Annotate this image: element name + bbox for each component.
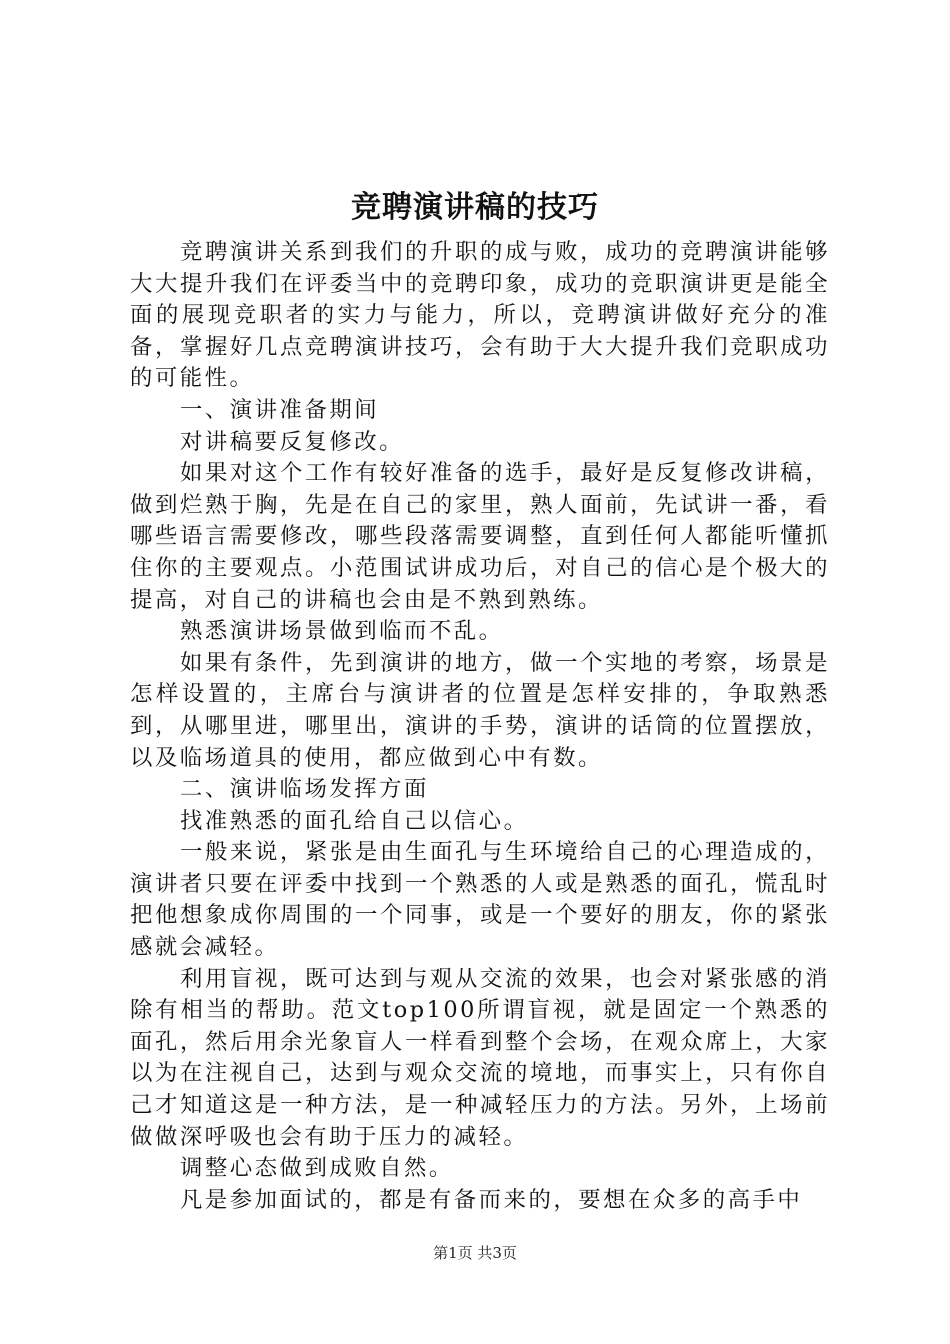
paragraph-blind-gaze: 利用盲视，既可达到与观从交流的效果，也会对紧张感的消除有相当的帮助。范文top100所谓盲视，就是固定一个熟悉的面孔，然后用余光象盲人一样看到整个会场，在观众席上，大家以为在注视自己，达到与观众交流的境地，而事实上，只有你自己才知道这是一种方法，是一种减轻压力的方法。另外，上场前做做深呼吸也会有助于压力的减轻。 — [130, 965, 830, 1150]
document-body — [130, 237, 830, 1216]
section-heading-on-stage: 二、演讲临场发挥方面 — [180, 776, 429, 803]
subheading-familiar-face: 找准熟悉的面孔给自己以信心。 — [180, 807, 529, 834]
subheading-familiar-venue: 熟悉演讲场景做到临而不乱。 — [180, 618, 504, 645]
paragraph-familiar-venue: 如果有条件，先到演讲的地方，做一个实地的考察，场景是怎样设置的，主席台与演讲者的位置是怎样安排的，争取熟悉到，从哪里进，哪里出，演讲的手势，演讲的话筒的位置摆放，以及临场道具的使用，都应做到心中有数。 — [130, 649, 830, 771]
paragraph-revise-script: 如果对这个工作有较好准备的选手，最好是反复修改讲稿，做到烂熟于胸，先是在自己的家里，熟人面前，先试讲一番，看哪些语言需要修改，哪些段落需要调整，直到任何人都能听懂抓住你的主要观点。小范围试讲成功后，对自己的信心是个极大的提高，对自己的讲稿也会由是不熟到熟练。 — [130, 460, 830, 613]
paragraph-interview: 凡是参加面试的，都是有备而来的，要想在众多的高手中 — [180, 1186, 803, 1213]
document-title: 竞聘演讲稿的技巧 — [351, 190, 599, 225]
subheading-mindset: 调整心态做到成败自然。 — [180, 1155, 454, 1182]
paragraph-intro: 竞聘演讲关系到我们的升职的成与败，成功的竞聘演讲能够大大提升我们在评委当中的竞聘印象，成功的竞职演讲更是能全面的展现竞职者的实力与能力，所以，竞聘演讲做好充分的准备，掌握好几点竞聘演讲技巧，会有助于大大提升我们竞职成功的可能性。 — [130, 239, 830, 392]
section-heading-preparation: 一、演讲准备期间 — [180, 396, 380, 423]
subheading-revise-script: 对讲稿要反复修改。 — [180, 428, 405, 455]
paragraph-nervousness: 一般来说，紧张是由生面孔与生环境给自己的心理造成的，演讲者只要在评委中找到一个熟悉的人或是熟悉的面孔，慌乱时把他想象成你周围的一个同事，或是一个要好的朋友，你的紧张感就会减轻。 — [130, 839, 830, 961]
page-footer: 第1页 共3页 — [433, 1244, 517, 1262]
